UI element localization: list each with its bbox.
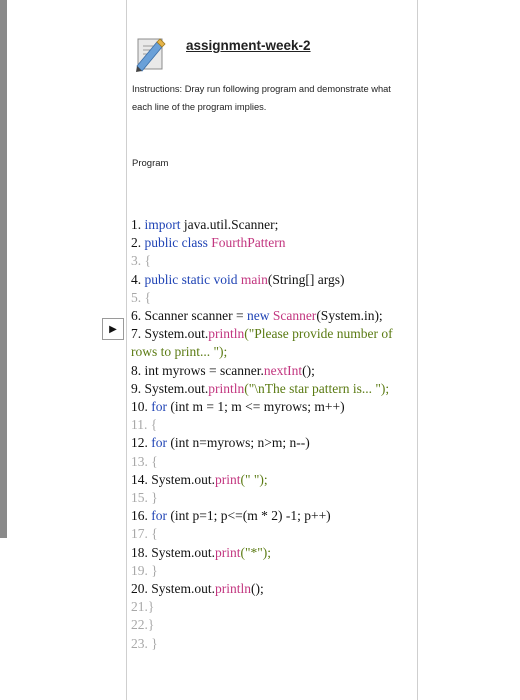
code-token: println: [208, 380, 245, 396]
code-line-number: 10.: [131, 399, 152, 415]
code-token: print: [215, 471, 241, 487]
code-token: }: [151, 490, 158, 506]
code-line-number: 17.: [131, 526, 152, 542]
code-line: [131, 453, 417, 471]
code-line: [131, 380, 417, 398]
code-line-number: 4.: [131, 271, 145, 287]
code-line-number: 5.: [131, 289, 145, 305]
code-token: {: [144, 289, 151, 305]
code-token: }: [151, 562, 158, 578]
code-token: import: [144, 217, 181, 232]
code-line-number: 13.: [131, 453, 152, 469]
code-token: ("Please provide number of rows to print... ");: [131, 326, 396, 360]
code-token: (System.in);: [316, 308, 383, 324]
left-scroll-rule: [0, 0, 7, 538]
code-token: main: [240, 271, 268, 287]
play-icon: ▶: [109, 323, 117, 335]
code-line: [131, 289, 417, 307]
code-line: [131, 598, 417, 616]
document-title[interactable]: assignment-week-2: [186, 38, 311, 53]
code-line: [131, 544, 417, 562]
code-line-number: 3.: [131, 253, 145, 269]
code-line-number: 16.: [131, 508, 152, 524]
code-line-number: 15.: [131, 490, 152, 506]
code-token: Scanner: [272, 308, 317, 324]
document-header: [131, 36, 411, 76]
code-line-number: 12.: [131, 435, 152, 451]
code-line: [131, 525, 417, 543]
program-label: Program: [132, 158, 169, 169]
code-token: System.out.: [151, 544, 216, 560]
code-line-number: 1.: [131, 217, 145, 232]
code-token: ("*");: [240, 544, 272, 560]
code-token: {: [144, 253, 151, 269]
code-line-number: 6.: [131, 308, 145, 324]
code-token: }: [147, 617, 155, 633]
code-token: for: [151, 435, 171, 451]
code-line-number: 7.: [131, 326, 145, 342]
code-line: [131, 216, 417, 234]
code-token: println: [208, 326, 245, 342]
code-token: public static void: [144, 271, 241, 287]
code-token: {: [151, 526, 158, 542]
code-token: int myrows = scanner.: [144, 362, 264, 378]
code-line: [131, 398, 417, 416]
code-token: System.out.: [151, 471, 216, 487]
document-panel: [126, 0, 418, 700]
code-token: (int m = 1; m <= myrows; m++): [170, 399, 345, 415]
code-token: ("\nThe star pattern is... ");: [244, 380, 390, 396]
code-line: [131, 580, 417, 598]
code-line-number: 21.: [131, 599, 148, 615]
code-line: [131, 434, 417, 452]
code-token: (String[] args): [267, 271, 345, 287]
code-token: System.out.: [144, 326, 209, 342]
code-line-number: 19.: [131, 562, 152, 578]
code-listing: [131, 216, 417, 653]
code-token: {: [150, 417, 158, 433]
code-line-number: 23.: [131, 635, 152, 651]
code-line: [131, 325, 417, 361]
code-token: }: [147, 599, 155, 615]
code-token: for: [151, 399, 171, 415]
code-line: [131, 616, 417, 634]
code-line-number: 9.: [131, 380, 145, 396]
code-line: [131, 307, 417, 325]
code-line-number: 18.: [131, 544, 152, 560]
code-line: [131, 416, 417, 434]
code-token: ();: [251, 581, 264, 597]
code-token: print: [215, 544, 241, 560]
code-line-number: 22.: [131, 617, 148, 633]
code-token: System.out.: [151, 581, 216, 597]
code-line: [131, 271, 417, 289]
code-token: (int p=1; p<=(m * 2) -1; p++): [170, 508, 331, 524]
code-line: [131, 362, 417, 380]
code-token: java.util.Scanner;: [180, 217, 279, 232]
code-token: }: [151, 635, 158, 651]
code-line-number: 11.: [131, 417, 151, 433]
code-token: (int n=myrows; n>m; n--): [170, 435, 310, 451]
code-line-number: 20.: [131, 581, 152, 597]
assignment-icon: [135, 36, 167, 72]
code-line-number: 2.: [131, 235, 145, 251]
code-line: [131, 562, 417, 580]
instructions-text: Instructions: Dray run following program and demonstrate what each line of the program implies.: [132, 84, 391, 112]
code-line-number: 8.: [131, 362, 145, 378]
code-token: public class: [144, 235, 212, 251]
code-token: System.out.: [144, 380, 209, 396]
code-line: [131, 471, 417, 489]
code-token: ();: [302, 362, 315, 378]
code-line: [131, 507, 417, 525]
code-line: [131, 252, 417, 270]
code-line: [131, 234, 417, 252]
code-line: [131, 635, 417, 653]
code-line-number: 14.: [131, 471, 152, 487]
code-line: [131, 489, 417, 507]
code-token: {: [151, 453, 158, 469]
code-token: (" ");: [240, 471, 268, 487]
code-token: println: [215, 581, 252, 597]
code-token: FourthPattern: [211, 235, 286, 251]
code-token: Scanner scanner =: [144, 308, 247, 324]
code-token: new: [246, 308, 273, 324]
run-button[interactable]: [102, 318, 124, 340]
code-token: for: [151, 508, 171, 524]
code-token: nextInt: [263, 362, 303, 378]
